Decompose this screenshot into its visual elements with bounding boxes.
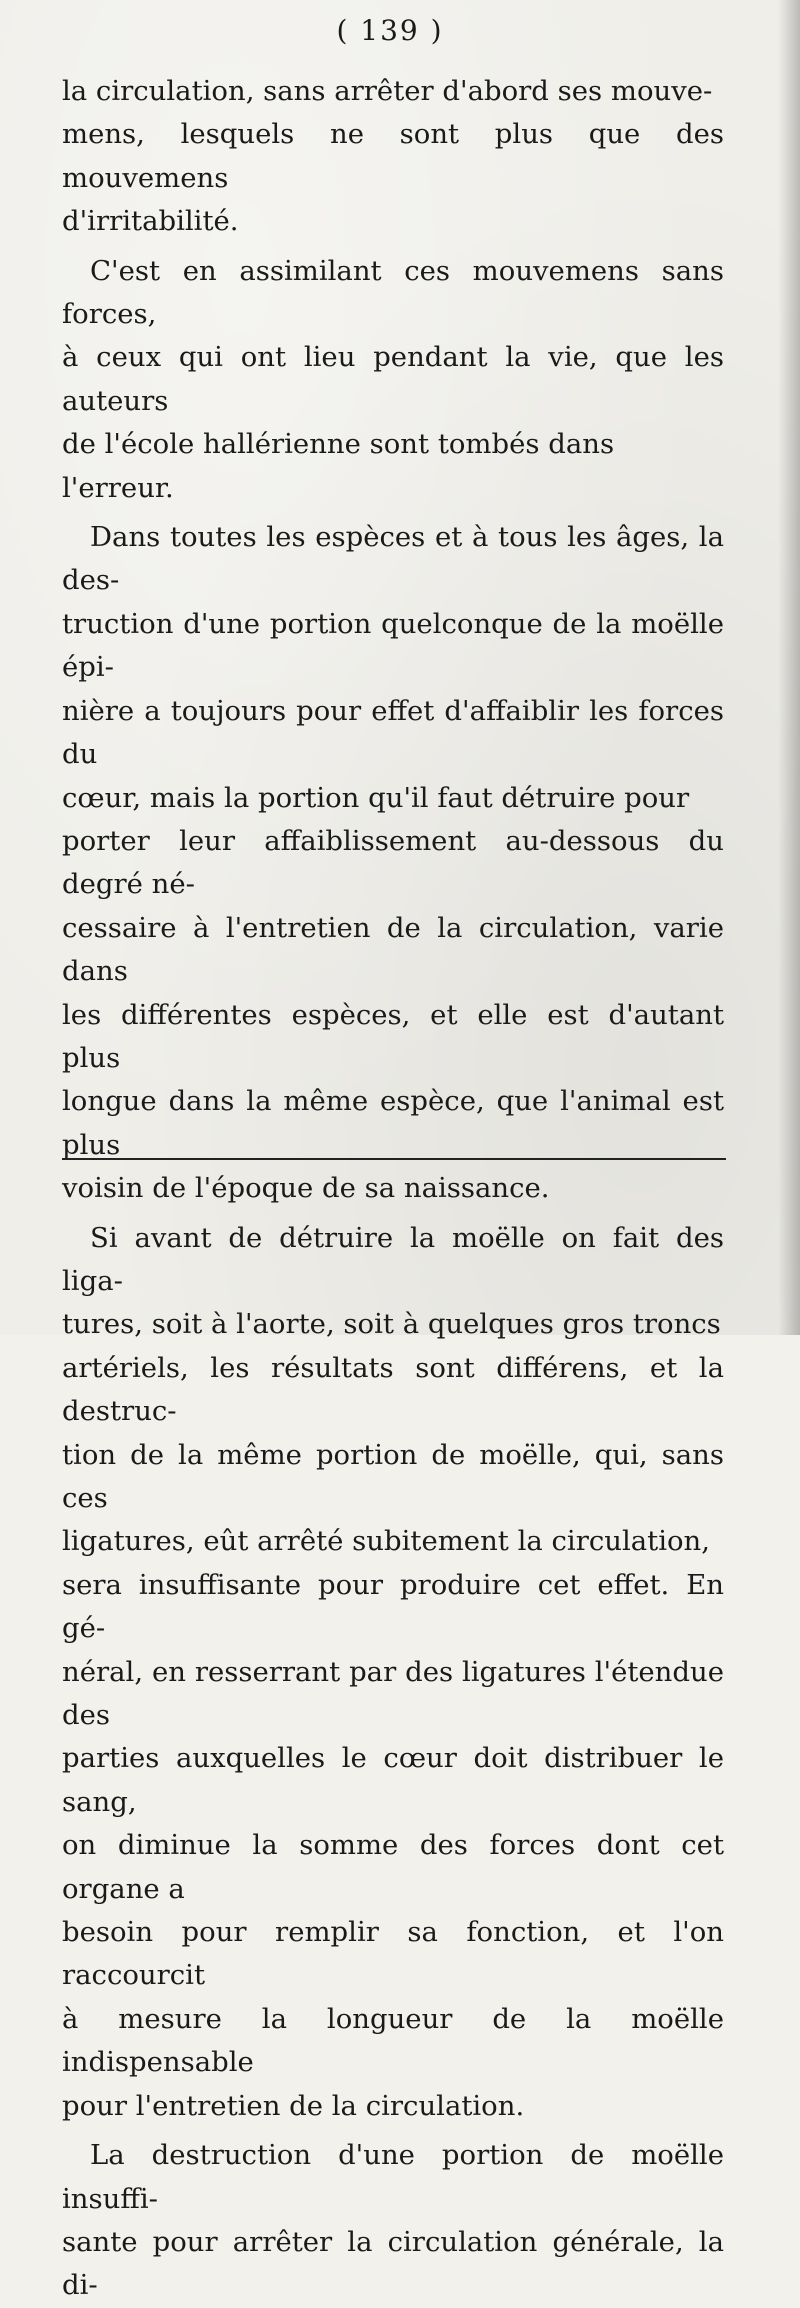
body-text [62,70,724,2308]
text-line: artériels, les résultats sont différens, et la destruc- [62,1351,724,1428]
page-edge-shadow [778,0,800,1335]
text-line: les différentes espèces, et elle est d'autant plus [62,998,724,1074]
text-line: d'irritabilité. [62,205,239,238]
text-line: mens, lesquels ne sont plus que des mouvemens [62,118,724,194]
text-line: voisin de l'époque de sa naissance. [62,1172,550,1205]
text-line: sante pour arrêter la circulation générale, la di- [62,2225,724,2302]
text-line: C'est en assimilant ces mouvemens sans forces, [62,254,724,331]
page-number: ( 139 ) [336,14,444,47]
text-line: Si avant de détruire la moëlle on fait des liga- [62,1221,724,1297]
text-line: pour l'entretien de la circulation. [62,2089,525,2122]
text-line: ligatures, eût arrêté subitement la circulation, [62,1525,711,1558]
text-line: sera insuffisante pour produire cet effet. En gé- [62,1568,724,1645]
text-line: parties auxquelles le cœur doit distribuer le sang, [62,1742,724,1818]
text-line: besoin pour remplir sa fonction, et l'on raccourcit [62,1916,724,1992]
text-line: on diminue la somme des forces dont cet organe a [62,1829,724,1905]
text-line: tion de la même portion de moëlle, qui, sans ces [62,1438,724,1514]
text-line: truction d'une portion quelconque de la moëlle épi- [62,607,724,684]
text-line: porter leur affaiblissement au-dessous du degré né- [62,824,724,901]
text-line: néral, en resserrant par des ligatures l'étendue des [62,1655,724,1732]
text-line: à ceux qui ont lieu pendant la vie, que les auteurs [62,341,724,417]
text-line: nière a toujours pour effet d'affaiblir les forces du [62,694,724,771]
text-line: la circulation, sans arrêter d'abord ses mouve- [62,75,713,107]
text-line: tures, soit à l'aorte, soit à quelques gros troncs [62,1308,721,1341]
text-line: cessaire à l'entretien de la circulation, varie dans [62,911,724,988]
text-line: longue dans la même espèce, que l'animal est plus [62,1085,724,1161]
text-line: cœur, mais la portion qu'il faut détruire pour [62,781,690,814]
text-line: La destruction d'une portion de moëlle insuffi- [62,2139,724,2215]
text-line: Dans toutes les espèces et à tous les âges, la des- [62,521,724,597]
underline-rule [62,1158,726,1160]
text-line: de l'école hallérienne sont tombés dans l'erreur. [62,428,615,504]
text-line: à mesure la longueur de la moëlle indispensable [62,2002,724,2079]
